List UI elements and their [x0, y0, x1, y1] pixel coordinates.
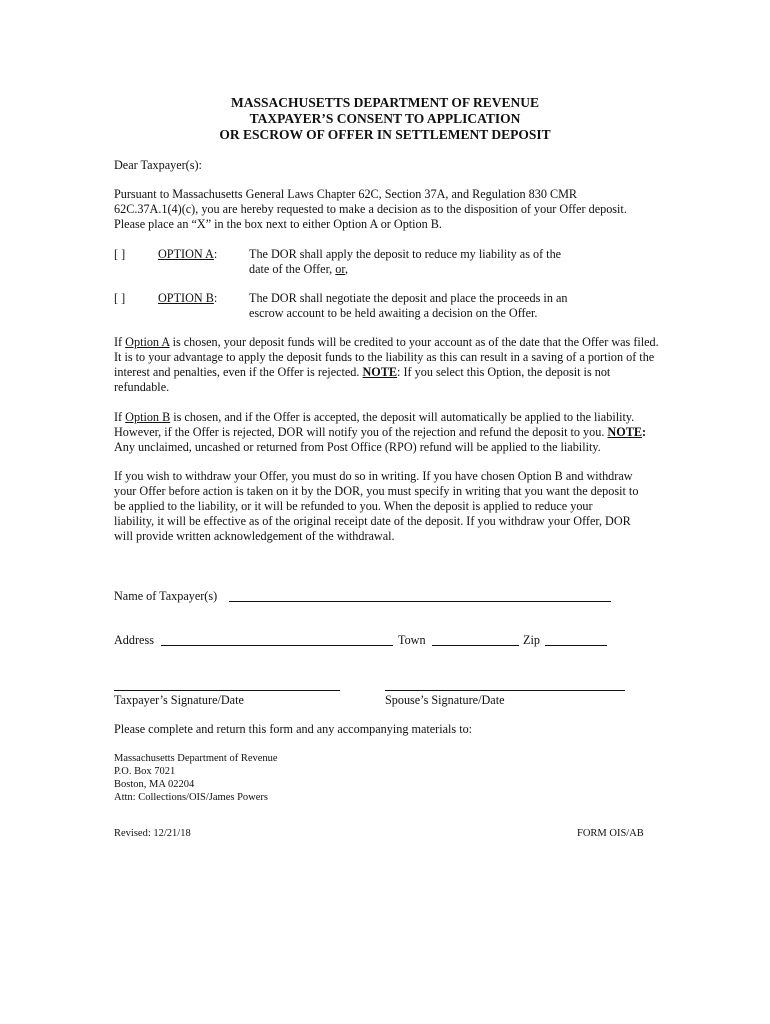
- town-label: Town: [398, 633, 426, 647]
- para-b-2a: However, if the Offer is rejected, DOR will notify you of the rejection and refund the deposit to you.: [114, 425, 608, 439]
- address-line-1: Massachusetts Department of Revenue: [114, 753, 278, 764]
- title-line-3: OR ESCROW OF OFFER IN SETTLEMENT DEPOSIT: [219, 127, 551, 142]
- option-b-text-line-2: escrow account to be held awaiting a decision on the Offer.: [249, 306, 538, 320]
- para-withdraw-line-2: your Offer before action is taken on it by the DOR, you must specify in writing that you want the deposit to: [114, 484, 639, 498]
- para-a-line-4: refundable.: [114, 380, 170, 394]
- option-a-colon: :: [213, 247, 218, 261]
- para-withdraw-line-1: If you wish to withdraw your Offer, you must do so in writing. If you have chosen Option B and withdraw: [114, 469, 633, 483]
- town-field[interactable]: [432, 645, 519, 646]
- option-b-label-text: OPTION B: [158, 291, 214, 305]
- option-a-text-line-2: [249, 262, 348, 277]
- intro-line-2: 62C.37A.1(4)(c), you are hereby requested to make a decision as to the disposition of your Offer deposit.: [114, 202, 627, 216]
- address-line-3: Boston, MA 02204: [114, 779, 195, 790]
- para-b-1c: is chosen, and if the Offer is accepted, the deposit will automatically be applied to the liability.: [170, 410, 635, 424]
- address-line-4: Attn: Collections/OIS/James Powers: [114, 792, 268, 803]
- zip-field[interactable]: [545, 645, 607, 646]
- taxpayer-signature-label: Taxpayer’s Signature/Date: [114, 693, 244, 707]
- para-a-1a: If: [114, 335, 126, 349]
- option-b-text-line-1: The DOR shall negotiate the deposit and place the proceeds in an: [249, 291, 568, 305]
- option-a-text-line-1: The DOR shall apply the deposit to reduce my liability as of the: [249, 247, 562, 261]
- title-line-1: MASSACHUSETTS DEPARTMENT OF REVENUE: [231, 95, 539, 110]
- para-a-1c: is chosen, your deposit funds will be credited to your account as of the date that the Offer was filed.: [169, 335, 659, 349]
- para-a-line-1: [114, 335, 659, 350]
- option-b-checkbox[interactable]: [ ]: [114, 291, 126, 305]
- address-field[interactable]: [161, 645, 393, 646]
- zip-label: Zip: [523, 633, 540, 647]
- return-instructions: Please complete and return this form and any accompanying materials to:: [114, 722, 473, 736]
- address-line-2: P.O. Box 7021: [114, 766, 176, 777]
- para-b-line-2: [114, 425, 646, 440]
- para-a-3c: : If you select this Option, the deposit is not: [397, 365, 611, 379]
- para-b-line-1: [114, 410, 634, 425]
- para-withdraw-line-4: liability, it will be effective as of the original receipt date of the deposit. If you withdraw your Offer, DOR: [114, 514, 631, 528]
- para-b-line-3: Any unclaimed, uncashed or returned from Post Office (RPO) refund will be applied to the liability.: [114, 440, 601, 454]
- para-a-line-3: [114, 365, 610, 380]
- para-b-1a: If: [114, 410, 126, 424]
- para-a-line-2: It is to your advantage to apply the deposit funds to the liability as this can result in a saving of a portion of the: [114, 350, 655, 364]
- option-b-label: [158, 291, 217, 306]
- title-line-2: TAXPAYER’S CONSENT TO APPLICATION: [249, 111, 521, 126]
- intro-line-3: Please place an “X” in the box next to either Option A or Option B.: [114, 217, 442, 231]
- para-withdraw-line-3: be applied to the liability, or it will be refunded to you. When the deposit is applied to reduce your: [114, 499, 593, 513]
- option-a-checkbox[interactable]: [ ]: [114, 247, 126, 261]
- spouse-signature-label: Spouse’s Signature/Date: [385, 693, 505, 707]
- para-a-3a: interest and penalties, even if the Offer is rejected.: [114, 365, 363, 379]
- taxpayer-signature-field[interactable]: [114, 690, 340, 691]
- name-field[interactable]: [229, 601, 611, 602]
- para-a-note: NOTE: [362, 365, 398, 379]
- para-a-option-a: Option A: [125, 335, 170, 349]
- option-b-colon: :: [213, 291, 218, 305]
- intro-line-1: Pursuant to Massachusetts General Laws Chapter 62C, Section 37A, and Regulation 830 CMR: [114, 187, 578, 201]
- form-id: FORM OIS/AB: [577, 828, 644, 839]
- para-b-note: NOTE: [607, 425, 642, 439]
- para-b-option-b: Option B: [125, 410, 171, 424]
- salutation: Dear Taxpayer(s):: [114, 158, 202, 172]
- para-b-2c: :: [641, 425, 647, 439]
- para-withdraw-line-5: will provide written acknowledgement of the withdrawal.: [114, 529, 395, 543]
- option-a-text-2a: date of the Offer,: [249, 262, 336, 276]
- name-label: Name of Taxpayer(s): [114, 589, 218, 603]
- option-a-label-text: OPTION A: [158, 247, 214, 261]
- spouse-signature-field[interactable]: [385, 690, 625, 691]
- option-a-label: [158, 247, 217, 262]
- option-a-text-2c: ,: [344, 262, 348, 276]
- address-label: Address: [114, 633, 154, 647]
- revised-date: Revised: 12/21/18: [114, 828, 191, 839]
- option-a-or: or: [335, 262, 345, 276]
